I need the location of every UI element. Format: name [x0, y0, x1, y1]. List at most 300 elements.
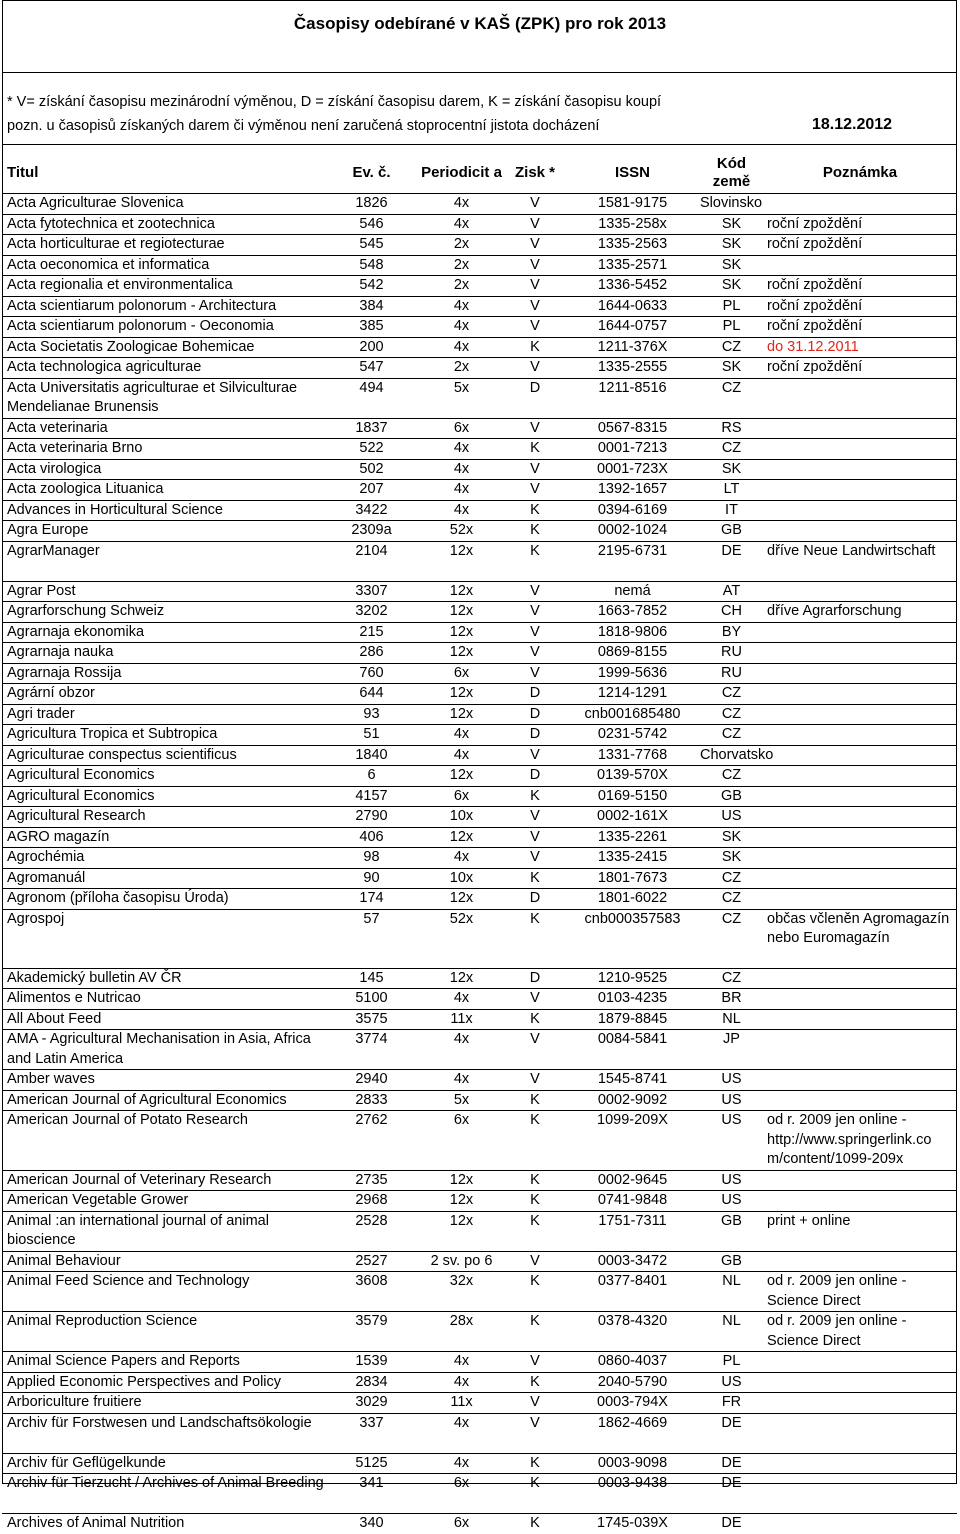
cell-periodicita: 4x: [418, 1352, 505, 1373]
cell-ev: 215: [325, 622, 418, 643]
cell-kod: JP: [700, 1030, 763, 1070]
cell-zisk: V: [505, 602, 565, 623]
header-ev: Ev. č.: [352, 163, 391, 181]
table-row: [2, 500, 957, 521]
cell-periodicita: 52x: [418, 521, 505, 542]
cell-ev: 2104: [325, 541, 418, 581]
table-row: [2, 868, 957, 889]
table-row: [2, 1191, 957, 1212]
cell-titul: Agra Europe: [2, 521, 325, 542]
cell-periodicita: 12x: [418, 581, 505, 602]
cell-zisk: K: [505, 1170, 565, 1191]
cell-poznamka: [763, 745, 957, 766]
cell-poznamka: [763, 378, 957, 418]
cell-kod: CZ: [700, 868, 763, 889]
cell-zisk: V: [505, 1030, 565, 1070]
cell-poznamka: roční zpoždění: [763, 276, 957, 297]
cell-ev: 3029: [325, 1393, 418, 1414]
cell-poznamka: [763, 255, 957, 276]
cell-periodicita: 12x: [418, 968, 505, 989]
cell-kod: CZ: [700, 968, 763, 989]
cell-periodicita: 4x: [418, 1070, 505, 1091]
cell-titul: Acta veterinaria Brno: [2, 439, 325, 460]
cell-issn: 1801-6022: [565, 889, 700, 910]
table-row: [2, 378, 957, 418]
cell-zisk: V: [505, 358, 565, 379]
cell-periodicita: 5x: [418, 378, 505, 418]
cell-issn: 0103-4235: [565, 989, 700, 1010]
cell-kod: NL: [700, 1312, 763, 1352]
cell-periodicita: 4x: [418, 848, 505, 869]
cell-periodicita: 4x: [418, 1413, 505, 1453]
cell-issn: 1581-9175: [565, 194, 700, 215]
cell-poznamka: [763, 807, 957, 828]
cell-zisk: K: [505, 1312, 565, 1352]
cell-poznamka: [763, 1191, 957, 1212]
cell-poznamka: [763, 439, 957, 460]
cell-zisk: D: [505, 684, 565, 705]
cell-ev: 2940: [325, 1070, 418, 1091]
cell-poznamka: [763, 459, 957, 480]
cell-titul: Animal Science Papers and Reports: [2, 1352, 325, 1373]
cell-poznamka: [763, 1251, 957, 1272]
cell-issn: 1336-5452: [565, 276, 700, 297]
cell-issn: 1663-7852: [565, 602, 700, 623]
cell-kod: CH: [700, 602, 763, 623]
cell-zisk: K: [505, 541, 565, 581]
cell-issn: 1879-8845: [565, 1009, 700, 1030]
cell-zisk: K: [505, 1272, 565, 1312]
cell-issn: 1862-4669: [565, 1413, 700, 1453]
cell-periodicita: 5x: [418, 1090, 505, 1111]
cell-issn: 1751-7311: [565, 1211, 700, 1251]
cell-issn: 1392-1657: [565, 480, 700, 501]
cell-zisk: V: [505, 827, 565, 848]
cell-issn: 1335-2555: [565, 358, 700, 379]
cell-issn: 1211-376X: [565, 337, 700, 358]
cell-poznamka: roční zpoždění: [763, 296, 957, 317]
cell-ev: 93: [325, 704, 418, 725]
cell-poznamka: roční zpoždění: [763, 214, 957, 235]
table-row: [2, 194, 957, 215]
cell-ev: 341: [325, 1474, 418, 1514]
cell-poznamka: [763, 827, 957, 848]
cell-periodicita: 12x: [418, 827, 505, 848]
table-row: [2, 439, 957, 460]
cell-poznamka: roční zpoždění: [763, 358, 957, 379]
cell-titul: Acta Universitatis agriculturae et Silviculturae Mendelianae Brunensis: [2, 378, 325, 418]
cell-ev: 207: [325, 480, 418, 501]
cell-issn: 0001-7213: [565, 439, 700, 460]
table-row: [2, 968, 957, 989]
cell-titul: Acta virologica: [2, 459, 325, 480]
cell-zisk: K: [505, 1514, 565, 1534]
cell-titul: Agrarforschung Schweiz: [2, 602, 325, 623]
table-row: [2, 622, 957, 643]
cell-ev: 145: [325, 968, 418, 989]
cell-titul: American Journal of Potato Research: [2, 1111, 325, 1171]
cell-periodicita: 4x: [418, 296, 505, 317]
cell-kod: CZ: [700, 684, 763, 705]
cell-zisk: V: [505, 643, 565, 664]
table-row: [2, 1090, 957, 1111]
table-row: [2, 725, 957, 746]
cell-poznamka: [763, 1009, 957, 1030]
table-row: [2, 1474, 957, 1514]
cell-titul: Agronom (příloha časopisu Úroda): [2, 889, 325, 910]
cell-ev: 3307: [325, 581, 418, 602]
cell-poznamka: [763, 1514, 957, 1534]
cell-periodicita: 6x: [418, 1111, 505, 1171]
cell-zisk: V: [505, 989, 565, 1010]
cell-issn: 0002-161X: [565, 807, 700, 828]
cell-zisk: V: [505, 480, 565, 501]
cell-ev: 98: [325, 848, 418, 869]
cell-zisk: K: [505, 1474, 565, 1514]
cell-ev: 2735: [325, 1170, 418, 1191]
cell-periodicita: 12x: [418, 1191, 505, 1212]
cell-issn: 0003-3472: [565, 1251, 700, 1272]
cell-issn: 0002-9645: [565, 1170, 700, 1191]
cell-zisk: K: [505, 1453, 565, 1474]
table-row: [2, 317, 957, 338]
cell-zisk: V: [505, 296, 565, 317]
header-kod: Kód země: [712, 154, 751, 190]
cell-titul: Advances in Horticultural Science: [2, 500, 325, 521]
cell-poznamka: [763, 1070, 957, 1091]
cell-periodicita: 12x: [418, 684, 505, 705]
cell-poznamka: [763, 1030, 957, 1070]
table-row: [2, 786, 957, 807]
cell-zisk: K: [505, 337, 565, 358]
cell-zisk: V: [505, 459, 565, 480]
cell-zisk: V: [505, 317, 565, 338]
cell-issn: 1745-039X: [565, 1514, 700, 1534]
cell-issn: 1210-9525: [565, 968, 700, 989]
cell-zisk: D: [505, 968, 565, 989]
cell-issn: 0139-570X: [565, 766, 700, 787]
cell-poznamka: [763, 684, 957, 705]
cell-titul: Animal :an international journal of animal bioscience: [2, 1211, 325, 1251]
cell-poznamka: od r. 2009 jen online - Science Direct: [763, 1312, 957, 1352]
cell-issn: 1331-7768: [565, 745, 700, 766]
cell-ev: 522: [325, 439, 418, 460]
cell-titul: Agrar Post: [2, 581, 325, 602]
cell-periodicita: 4x: [418, 725, 505, 746]
cell-ev: 3774: [325, 1030, 418, 1070]
cell-periodicita: 2x: [418, 358, 505, 379]
cell-kod: SK: [700, 276, 763, 297]
cell-periodicita: 4x: [418, 480, 505, 501]
cell-ev: 384: [325, 296, 418, 317]
cell-issn: 0002-9092: [565, 1090, 700, 1111]
cell-zisk: V: [505, 581, 565, 602]
table-row: [2, 643, 957, 664]
cell-titul: Acta veterinaria: [2, 418, 325, 439]
table-row: [2, 214, 957, 235]
cell-ev: 546: [325, 214, 418, 235]
cell-periodicita: 4x: [418, 214, 505, 235]
notes-divider: [2, 144, 957, 145]
cell-poznamka: od r. 2009 jen online - http://www.springerlink.co m/content/1099-209x: [763, 1111, 957, 1171]
cell-issn: cnb001685480: [565, 704, 700, 725]
table-row: [2, 337, 957, 358]
cell-titul: Akademický bulletin AV ČR: [2, 968, 325, 989]
header-poznamka: Poznámka: [822, 163, 898, 181]
cell-titul: Agrarnaja ekonomika: [2, 622, 325, 643]
cell-zisk: V: [505, 214, 565, 235]
table-row: [2, 1453, 957, 1474]
cell-kod: PL: [700, 1352, 763, 1373]
table-row: [2, 1413, 957, 1453]
cell-kod: DE: [700, 1413, 763, 1453]
cell-kod: SK: [700, 848, 763, 869]
cell-ev: 547: [325, 358, 418, 379]
table-row: [2, 602, 957, 623]
cell-titul: Alimentos e Nutricao: [2, 989, 325, 1010]
cell-ev: 494: [325, 378, 418, 418]
cell-titul: Animal Reproduction Science: [2, 1312, 325, 1352]
cell-poznamka: [763, 968, 957, 989]
cell-titul: American Journal of Veterinary Research: [2, 1170, 325, 1191]
cell-ev: 3422: [325, 500, 418, 521]
table-row: [2, 889, 957, 910]
cell-ev: 90: [325, 868, 418, 889]
cell-periodicita: 6x: [418, 1514, 505, 1534]
cell-periodicita: 4x: [418, 1453, 505, 1474]
cell-poznamka: [763, 1453, 957, 1474]
cell-issn: nemá: [565, 581, 700, 602]
cell-issn: 0084-5841: [565, 1030, 700, 1070]
cell-kod: SK: [700, 827, 763, 848]
cell-titul: Agrospoj: [2, 909, 325, 968]
cell-kod: CZ: [700, 378, 763, 418]
cell-poznamka: do 31.12.2011: [763, 337, 957, 358]
cell-periodicita: 11x: [418, 1009, 505, 1030]
cell-titul: Agricultural Research: [2, 807, 325, 828]
cell-ev: 760: [325, 663, 418, 684]
cell-titul: Agromanuál: [2, 868, 325, 889]
cell-issn: 1211-8516: [565, 378, 700, 418]
cell-ev: 542: [325, 276, 418, 297]
cell-ev: 502: [325, 459, 418, 480]
cell-ev: 545: [325, 235, 418, 256]
cell-periodicita: 12x: [418, 889, 505, 910]
cell-zisk: V: [505, 276, 565, 297]
cell-poznamka: [763, 480, 957, 501]
cell-zisk: V: [505, 663, 565, 684]
cell-zisk: V: [505, 194, 565, 215]
cell-titul: Acta horticulturae et regiotecturae: [2, 235, 325, 256]
cell-zisk: K: [505, 1211, 565, 1251]
cell-titul: Acta scientiarum polonorum - Architectura: [2, 296, 325, 317]
cell-poznamka: občas včleněn Agromagazín nebo Euromagazín: [763, 909, 957, 968]
cell-poznamka: [763, 848, 957, 869]
cell-zisk: K: [505, 1191, 565, 1212]
cell-poznamka: [763, 786, 957, 807]
cell-periodicita: 4x: [418, 337, 505, 358]
cell-zisk: K: [505, 868, 565, 889]
table-row: [2, 1111, 957, 1171]
cell-zisk: K: [505, 786, 565, 807]
cell-zisk: V: [505, 1393, 565, 1414]
cell-zisk: D: [505, 378, 565, 418]
table-row: [2, 459, 957, 480]
cell-titul: Agricultural Economics: [2, 786, 325, 807]
cell-ev: 2834: [325, 1372, 418, 1393]
cell-ev: 4157: [325, 786, 418, 807]
cell-poznamka: dříve Agrarforschung: [763, 602, 957, 623]
journals-table: [2, 152, 957, 1534]
cell-kod: CZ: [700, 909, 763, 968]
cell-periodicita: 12x: [418, 704, 505, 725]
cell-titul: Agricultura Tropica et Subtropica: [2, 725, 325, 746]
cell-poznamka: [763, 500, 957, 521]
page-title: Časopisy odebírané v KAŠ (ZPK) pro rok 2013: [293, 14, 667, 33]
cell-titul: Acta regionalia et environmentalica: [2, 276, 325, 297]
cell-kod: SK: [700, 358, 763, 379]
cell-ev: 2527: [325, 1251, 418, 1272]
header-zisk: Zisk *: [514, 163, 556, 181]
cell-zisk: V: [505, 745, 565, 766]
cell-kod: AT: [700, 581, 763, 602]
cell-ev: 2309a: [325, 521, 418, 542]
cell-periodicita: 32x: [418, 1272, 505, 1312]
cell-poznamka: [763, 889, 957, 910]
cell-kod: SK: [700, 214, 763, 235]
header-issn: ISSN: [614, 163, 650, 181]
cell-poznamka: [763, 1393, 957, 1414]
cell-kod: CZ: [700, 439, 763, 460]
cell-issn: 1214-1291: [565, 684, 700, 705]
table-row: [2, 541, 957, 581]
table-row: [2, 909, 957, 968]
cell-periodicita: 12x: [418, 643, 505, 664]
table-row: [2, 989, 957, 1010]
cell-issn: 0378-4320: [565, 1312, 700, 1352]
cell-kod: SK: [700, 459, 763, 480]
cell-periodicita: 10x: [418, 868, 505, 889]
table-row: [2, 745, 957, 766]
cell-poznamka: roční zpoždění: [763, 235, 957, 256]
table-row: [2, 1070, 957, 1091]
cell-poznamka: [763, 663, 957, 684]
table-header-row: [2, 152, 957, 194]
cell-kod: SK: [700, 255, 763, 276]
cell-periodicita: 6x: [418, 663, 505, 684]
cell-titul: Archives of Animal Nutrition: [2, 1514, 325, 1534]
cell-zisk: D: [505, 889, 565, 910]
cell-issn: 2040-5790: [565, 1372, 700, 1393]
cell-kod: DE: [700, 541, 763, 581]
cell-titul: Agrarnaja Rossija: [2, 663, 325, 684]
cell-poznamka: dříve Neue Landwirtschaft: [763, 541, 957, 581]
cell-issn: 1335-258x: [565, 214, 700, 235]
cell-poznamka: od r. 2009 jen online - Science Direct: [763, 1272, 957, 1312]
cell-titul: Acta oeconomica et informatica: [2, 255, 325, 276]
cell-titul: Acta scientiarum polonorum - Oeconomia: [2, 317, 325, 338]
cell-periodicita: 10x: [418, 807, 505, 828]
cell-zisk: K: [505, 909, 565, 968]
cell-issn: 2195-6731: [565, 541, 700, 581]
cell-kod: NL: [700, 1272, 763, 1312]
cell-kod: CZ: [700, 725, 763, 746]
cell-periodicita: 12x: [418, 766, 505, 787]
cell-kod: CZ: [700, 704, 763, 725]
cell-kod: US: [700, 1372, 763, 1393]
cell-issn: 1801-7673: [565, 868, 700, 889]
cell-issn: 0003-9098: [565, 1453, 700, 1474]
cell-issn: 0002-1024: [565, 521, 700, 542]
cell-poznamka: [763, 1413, 957, 1453]
cell-kod: CZ: [700, 766, 763, 787]
cell-titul: Archiv für Forstwesen und Landschaftsökologie: [2, 1413, 325, 1453]
cell-periodicita: 52x: [418, 909, 505, 968]
cell-ev: 2833: [325, 1090, 418, 1111]
cell-zisk: D: [505, 704, 565, 725]
cell-kod: BY: [700, 622, 763, 643]
table-row: [2, 1352, 957, 1373]
cell-kod: DE: [700, 1514, 763, 1534]
cell-titul: All About Feed: [2, 1009, 325, 1030]
cell-periodicita: 4x: [418, 439, 505, 460]
cell-zisk: K: [505, 1111, 565, 1171]
cell-ev: 340: [325, 1514, 418, 1534]
cell-issn: 1999-5636: [565, 663, 700, 684]
cell-zisk: V: [505, 1413, 565, 1453]
cell-titul: Animal Feed Science and Technology: [2, 1272, 325, 1312]
cell-poznamka: [763, 704, 957, 725]
cell-issn: 0860-4037: [565, 1352, 700, 1373]
cell-kod: DE: [700, 1474, 763, 1514]
cell-titul: Archiv für Geflügelkunde: [2, 1453, 325, 1474]
table-row: [2, 418, 957, 439]
cell-issn: 0741-9848: [565, 1191, 700, 1212]
cell-issn: 0377-8401: [565, 1272, 700, 1312]
cell-issn: 0394-6169: [565, 500, 700, 521]
cell-poznamka: [763, 194, 957, 215]
table-row: [2, 848, 957, 869]
cell-kod: US: [700, 1070, 763, 1091]
cell-ev: 200: [325, 337, 418, 358]
cell-poznamka: [763, 1170, 957, 1191]
cell-periodicita: 12x: [418, 541, 505, 581]
table-row: [2, 581, 957, 602]
cell-kod: RS: [700, 418, 763, 439]
cell-zisk: V: [505, 1070, 565, 1091]
cell-kod: US: [700, 1191, 763, 1212]
cell-poznamka: [763, 989, 957, 1010]
table-row: [2, 827, 957, 848]
cell-periodicita: 2 sv. po 6: [418, 1251, 505, 1272]
cell-zisk: K: [505, 1090, 565, 1111]
cell-kod: PL: [700, 296, 763, 317]
cell-zisk: V: [505, 1352, 565, 1373]
cell-titul: AgrarManager: [2, 541, 325, 581]
cell-ev: 3579: [325, 1312, 418, 1352]
cell-ev: 644: [325, 684, 418, 705]
cell-kod: IT: [700, 500, 763, 521]
cell-poznamka: [763, 725, 957, 746]
cell-poznamka: [763, 868, 957, 889]
cell-zisk: V: [505, 418, 565, 439]
cell-kod: RU: [700, 643, 763, 664]
cell-kod: CZ: [700, 889, 763, 910]
cell-kod: SK: [700, 235, 763, 256]
cell-kod: NL: [700, 1009, 763, 1030]
cell-ev: 3575: [325, 1009, 418, 1030]
cell-poznamka: [763, 766, 957, 787]
